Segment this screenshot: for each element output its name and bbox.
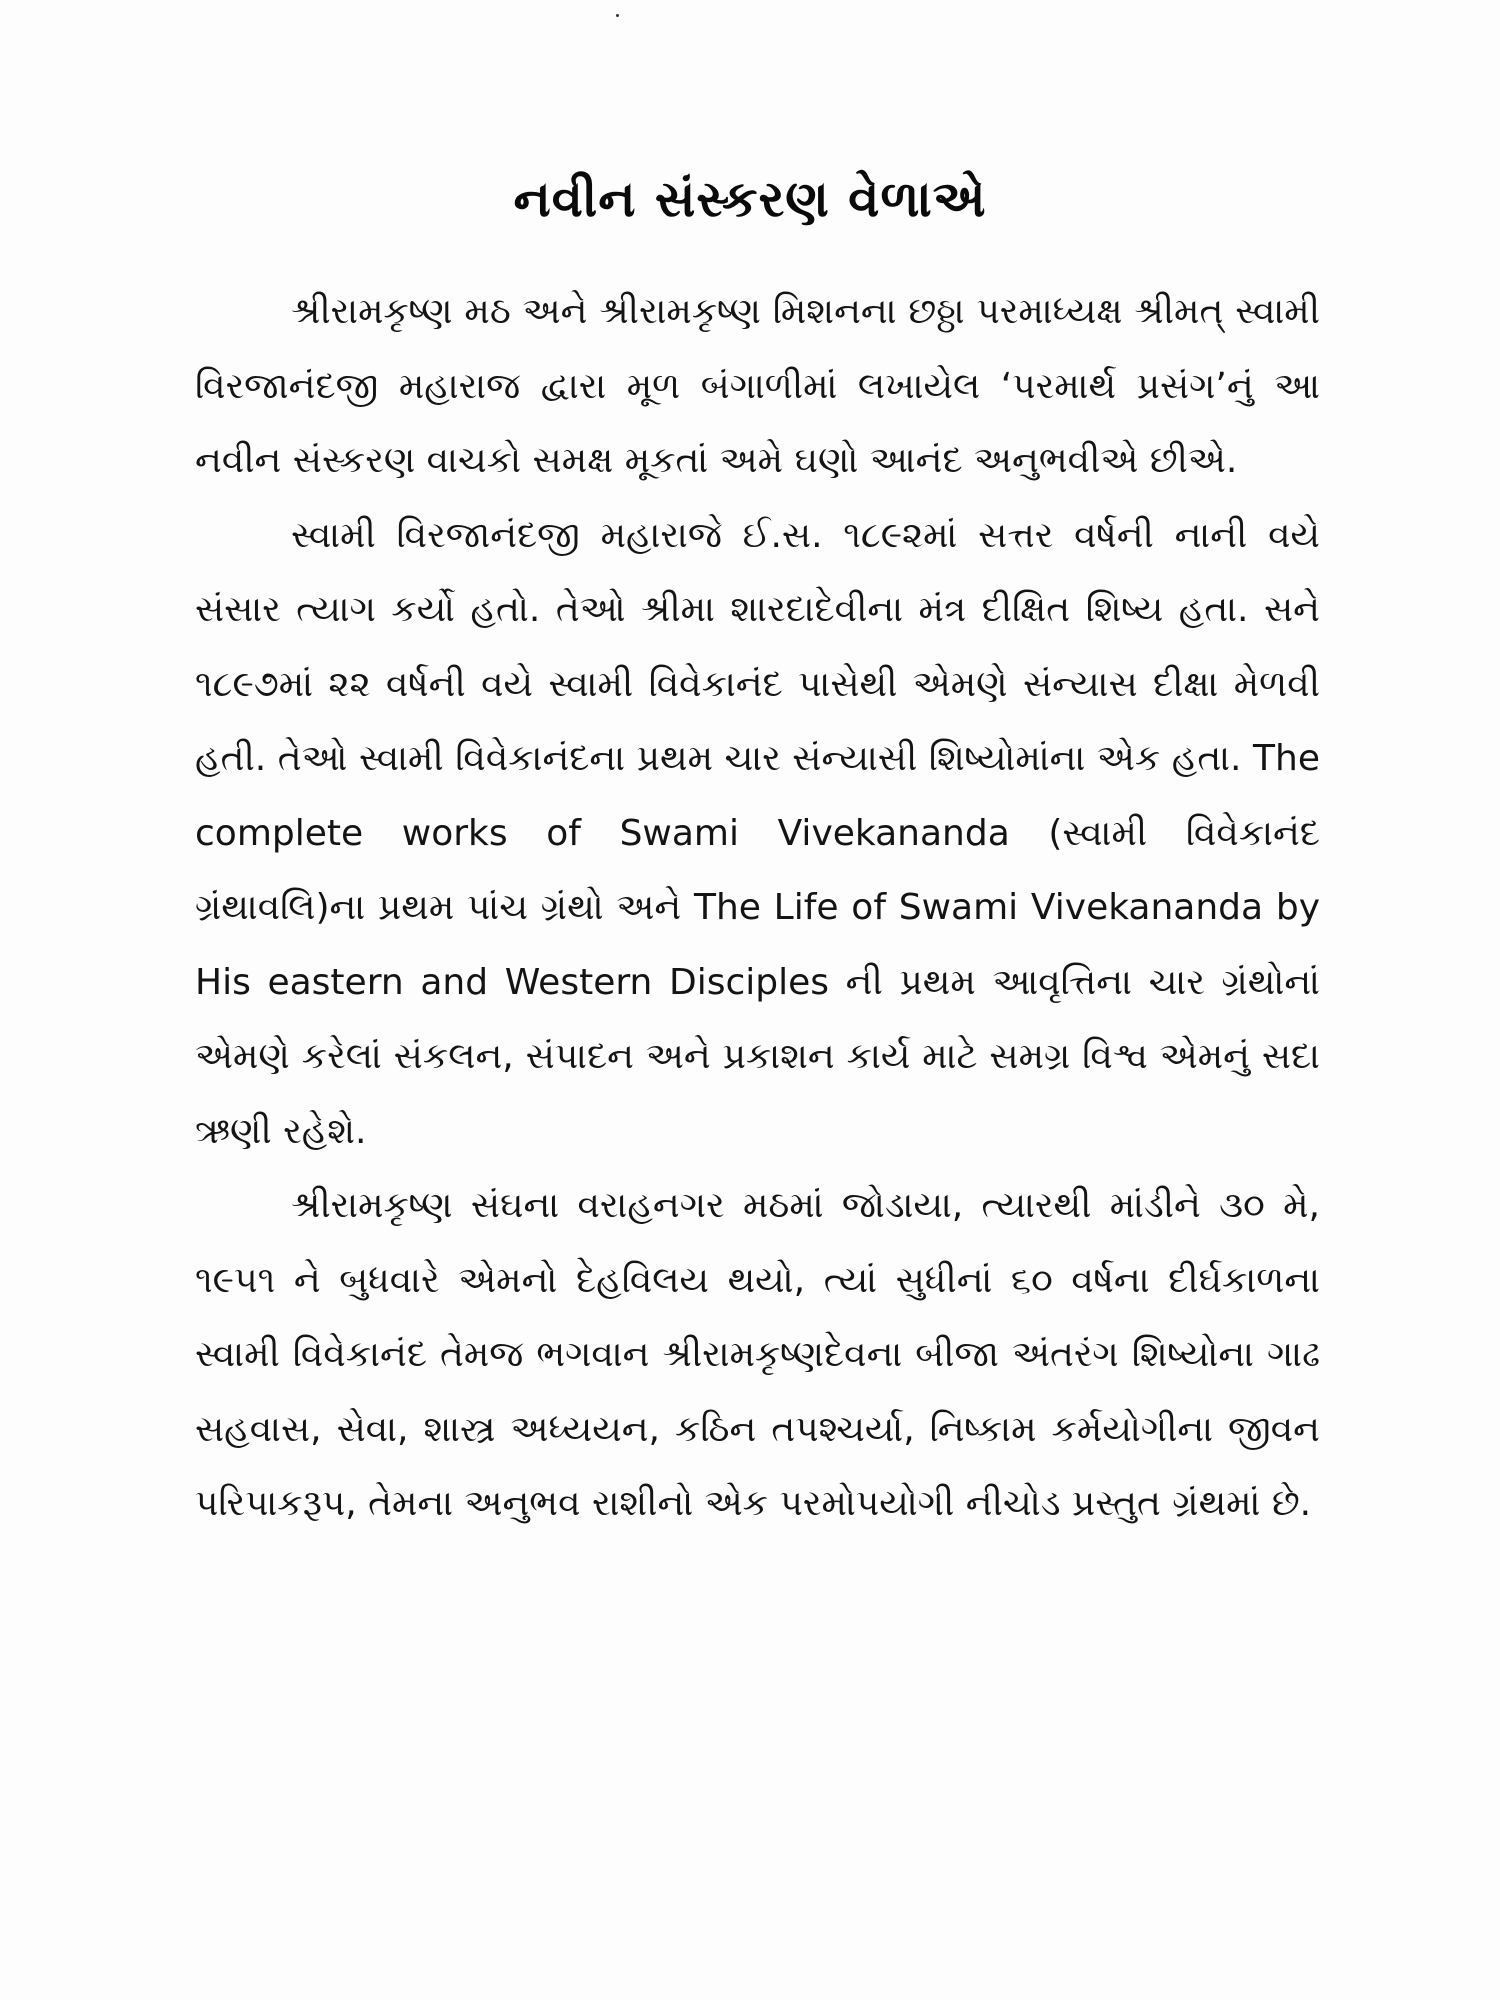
- paragraph-legacy: શ્રીરામકૃષ્ણ સંઘના વરાહનગર મઠમાં જોડાયા, ત્યારથી માંડીને ૩૦ મે, ૧૯૫૧ ને બુધવારે એમનો દેહવિલય થયો, ત્યાં સુધીનાં ૬૦ વર્ષના દીર્ઘકાળના સ્વામી વિવેકાનંદ તેમજ ભગવાન શ્રીરામકૃષ્ણદેવના બીજા અંતરંગ શિષ્યોના ગાઢ સહવાસ, સેવા, શાસ્ત્ર અધ્યયન, કઠિન તપશ્ચર્યા, નિષ્કામ કર્મયોગીના જીવન પરિપાકરૂપ, તેમના અનુભવ રાશીનો એક પરમોપયોગી નીચોડ પ્રસ્તુત ગ્રંથમાં છે.: [195, 1185, 1320, 1524]
- paragraph-biography: સ્વામી વિરજાનંદજી મહારાજે ઈ.સ. ૧૮૯૨માં સત્તર વર્ષની નાની વયે સંસાર ત્યાગ કર્યો હતો. તેઓ શ્રીમા શારદાદેવીના મંત્ર દીક્ષિત શિષ્ય હતા. સને ૧૮૯૭માં ૨૨ વર્ષની વયે સ્વામી વિવેકાનંદ પાસેથી એમણે સંન્યાસ દીક્ષા મેળવી હતી. તેઓ સ્વામી વિવેકાનંદના પ્રથમ ચાર સંન્યાસી શિષ્યોમાંના એક હતા. The complete works of Swami Vivekananda (સ્વામી વિવેકાનંદ ગ્રંથાવલિ)ના પ્રથમ પાંચ ગ્રંથો અને The Life of Swami Vivekananda by His eastern and Western Disciples ની પ્રથમ આવૃત્તિના ચાર ગ્રંથોનાં એમણે કરેલાં સંકલન, સંપાદન અને પ્રકાશન કાર્ય માટે સમગ્ર વિશ્વ એમનું સદા ઋણી રહેશે.: [195, 514, 1320, 1152]
- paragraph-intro: શ્રીરામકૃષ્ણ મઠ અને શ્રીરામકૃષ્ણ મિશનના છઠ્ઠા પરમાધ્યક્ષ શ્રીમત્ સ્વામી વિરજાનંદજી મહારાજ દ્વારા મૂળ બંગાળીમાં લખાયેલ ‘પરમાર્થ પ્રસંગ’નું આ નવીન સંસ્કરણ વાચકો સમક્ષ મૂકતાં અમે ઘણો આનંદ અનુભવીએ છીએ.: [195, 291, 1320, 481]
- page-title: નવીન સંસ્કરણ વેળાએ: [513, 169, 987, 228]
- print-speck: [616, 14, 619, 17]
- body-text: [195, 275, 1320, 1542]
